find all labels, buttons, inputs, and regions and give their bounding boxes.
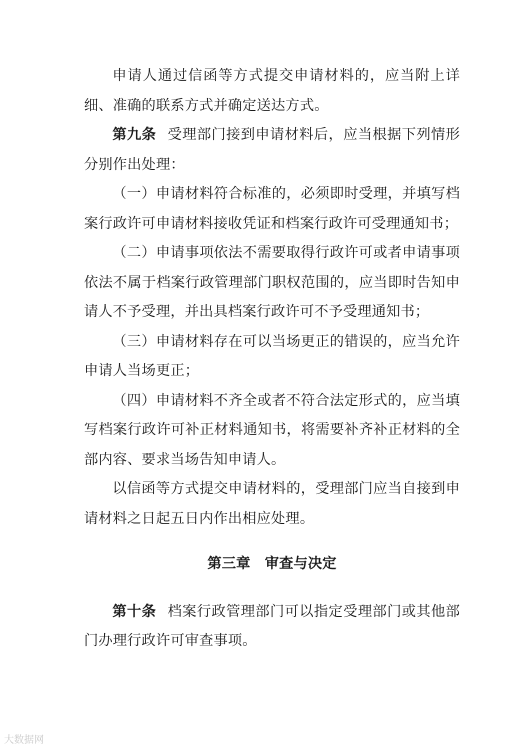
clause-2: （二）申请事项依法不需要取得行政许可或者申请事项依法不属于档案行政管理部门职权范围的，应当即时告知申请人不予受理，并出具档案行政许可不予受理通知书； [84,245,460,320]
chapter-number: 第三章 [207,556,251,572]
paragraph-letter-processing: 以信函等方式提交申请材料的，受理部门应当自接到申请材料之日起五日内作出相应处理。 [84,481,460,527]
article-9-label: 第九条 [112,127,157,143]
article-10-label: 第十条 [112,603,157,620]
article-9-text: 受理部门接到申请材料后，应当根据下列情形分别作出处理： [84,127,460,173]
document-body [84,62,460,657]
clause-4: （四）申请材料不齐全或者不符合法定形式的，应当填写档案行政许可补正材料通知书，将需要补齐补正材料的全部内容、要求当场告知申请人。 [84,392,460,468]
article-10-text: 档案行政管理部门可以指定受理部门或其他部门办理行政许可审查事项。 [84,603,460,649]
article-10 [84,598,460,657]
chapter-heading [84,550,460,580]
clause-1: （一）申请材料符合标准的，必须即时受理，并填写档案行政许可申请材料接收凭证和档案行政许可受理通知书； [84,186,460,232]
paragraph-1: 申请人通过信函等方式提交申请材料的，应当附上详细、准确的联系方式并确定送达方式。 [84,68,460,114]
watermark-logo [4,731,44,746]
clause-3: （三）申请材料存在可以当场更正的错误的，应当允许申请人当场更正； [84,333,460,379]
article-9 [84,121,460,180]
watermark-text: 大数据网 [4,735,44,746]
chapter-title: 审查与决定 [264,556,337,572]
